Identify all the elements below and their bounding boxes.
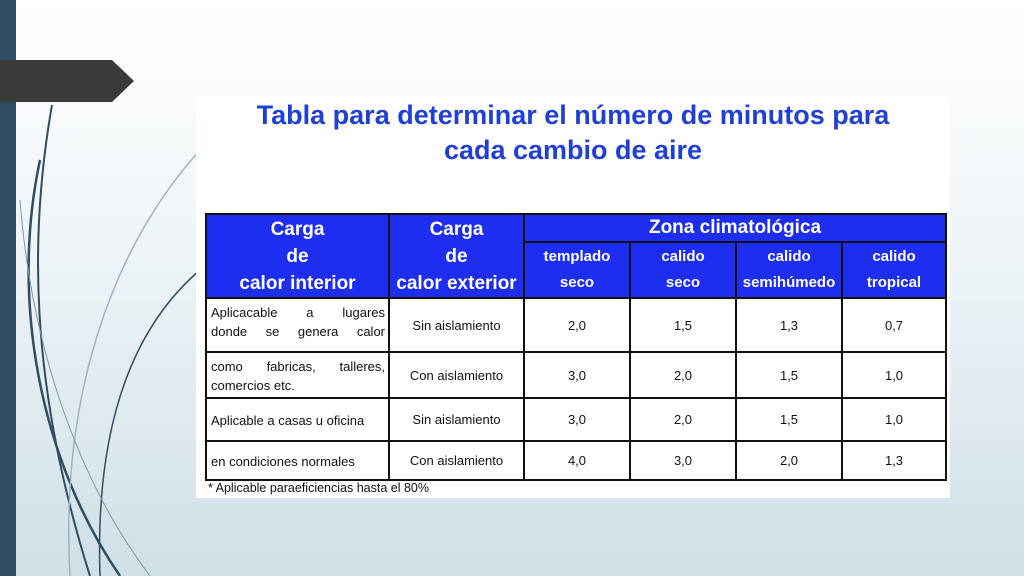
table-image (196, 96, 950, 498)
slide-tab-marker (0, 60, 134, 102)
value-cell: 1,0 (842, 352, 946, 398)
exterior-cell: Sin aislamiento (389, 298, 524, 352)
value-cell: 3,0 (524, 352, 630, 398)
value-cell: 1,5 (736, 352, 842, 398)
value-cell: 2,0 (736, 441, 842, 480)
header-zone-templado-seco: templado seco (524, 242, 630, 298)
value-cell: 2,0 (630, 398, 736, 441)
value-cell: 4,0 (524, 441, 630, 480)
header-zone-calido-semihumedo: calido semihúmedo (736, 242, 842, 298)
exterior-cell: Con aislamiento (389, 441, 524, 480)
exterior-cell: Sin aislamiento (389, 398, 524, 441)
slide-title (196, 98, 950, 168)
header-zone-calido-seco: calido seco (630, 242, 736, 298)
value-cell: 1,3 (842, 441, 946, 480)
table-row (206, 441, 946, 480)
table-row (206, 352, 946, 398)
row-description: en condiciones normales (206, 441, 389, 480)
header-interior-load: Carga de calor interior (206, 214, 389, 298)
footnote: * Aplicable paraeficiencias hasta el 80% (208, 481, 429, 495)
title-line-1: Tabla para determinar el número de minutos para (256, 100, 890, 130)
value-cell: 3,0 (630, 441, 736, 480)
header-zone-calido-tropical: calido tropical (842, 242, 946, 298)
header-exterior-load: Carga de calor exterior (389, 214, 524, 298)
value-cell: 1,5 (736, 398, 842, 441)
table-row (206, 398, 946, 441)
value-cell: 1,3 (736, 298, 842, 352)
value-cell: 2,0 (524, 298, 630, 352)
header-climate-zone: Zona climatológica (524, 214, 946, 242)
value-cell: 1,5 (630, 298, 736, 352)
row-description: Aplicacable a lugares donde se genera calor (206, 298, 389, 352)
value-cell: 2,0 (630, 352, 736, 398)
exterior-cell: Con aislamiento (389, 352, 524, 398)
value-cell: 3,0 (524, 398, 630, 441)
value-cell: 1,0 (842, 398, 946, 441)
title-line-2: cada cambio de aire (443, 135, 703, 165)
value-cell: 0,7 (842, 298, 946, 352)
row-description: como fabricas, talleres, comercios etc. (206, 352, 389, 398)
table-row (206, 298, 946, 352)
row-description: Aplicable a casas u oficina (206, 398, 389, 441)
air-change-table (205, 213, 947, 481)
